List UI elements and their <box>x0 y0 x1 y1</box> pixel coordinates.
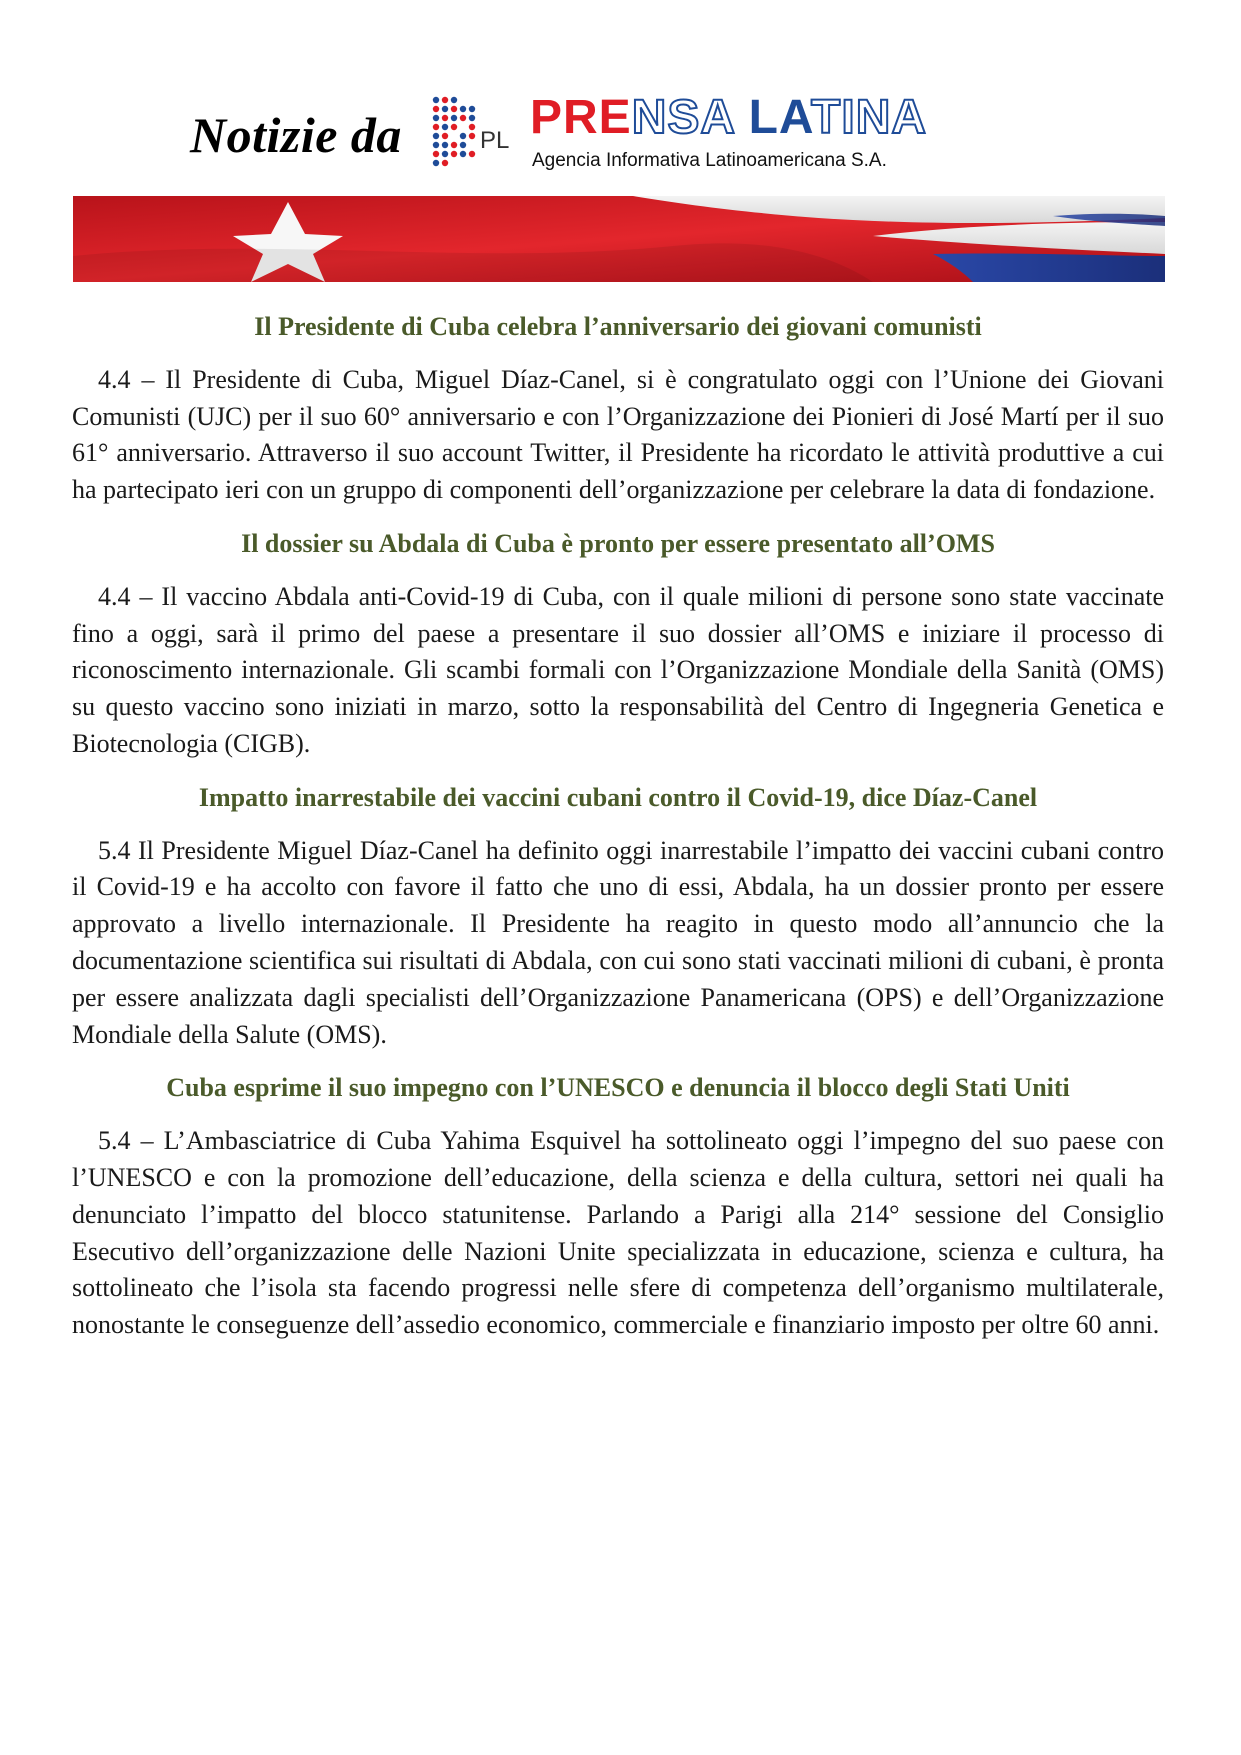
brand-part-3: LA <box>748 91 812 144</box>
prensa-latina-wordmark <box>530 90 927 145</box>
notizie-label: Notizie da <box>190 107 402 163</box>
pl-mark: PL <box>480 127 510 154</box>
article-1-body: 4.4 – Il Presidente di Cuba, Miguel Díaz-Canel, si è congratulato oggi con l’Unione dei Giovani Comunisti (UJC) per il suo 60° anniversario e con l’Organizzazione dei Pionieri di José Martí per il suo 61° anniversario. Attraverso il suo account Twitter, il Presidente ha ricordato le attività produttive a cui ha partecipato ieri con un gruppo di componenti dell’organizzazione per celebrare la data di fondazione. <box>72 364 1164 505</box>
prensa-latina-dots-logo-icon <box>430 94 520 174</box>
article-4-body: 5.4 – L’Ambasciatrice di Cuba Yahima Esquivel ha sottolineato oggi l’impegno del suo paese con l’UNESCO e con la promozione dell’educazione, della scienza e della cultura, settori nei quali ha denunciato l’impatto del blocco statunitense. Parlando a Parigi alla 214° sessione del Consiglio Esecutivo dell’organizzazione delle Nazioni Unite specializzata in educazione, scienza e cultura, ha sottolineato che l’isola sta facendo progressi nelle sfere di competenza dell’organismo multilaterale, nonostante le conseguenze dell’assedio economico, commerciale e finanziario imposto per oltre 60 anni. <box>72 1126 1164 1340</box>
masthead <box>0 88 1241 178</box>
brand-part-4: TINA <box>811 91 928 144</box>
article-3-body: 5.4 Il Presidente Miguel Díaz-Canel ha definito oggi inarrestabile l’impatto dei vaccini cubani contro il Covid-19 e ha accolto con favore il fatto che uno di essi, Abdala, ha un dossier pronto per essere approvato a livello internazionale. Il Presidente ha reagito in questo modo all’annuncio che la documentazione scientifica sui risultati di Abdala, con cui sono stati vaccinati milioni di cubani, è pronta per essere analizzata dagli specialisti dell’Organizzazione Panamericana (OPS) e dell’Organizzazione Mondiale della Salute (OMS). <box>72 835 1164 1049</box>
agency-subtitle: Agencia Informativa Latinoamericana S.A. <box>532 150 887 171</box>
article-4-title: Cuba esprime il suo impegno con l’UNESCO e denuncia il blocco degli Stati Uniti <box>166 1073 1070 1103</box>
article-2-body: 4.4 – Il vaccino Abdala anti-Covid-19 di Cuba, con il quale milioni di persone sono state vaccinate fino a oggi, sarà il primo del paese a presentare il suo dossier all’OMS e iniziare il processo di riconoscimento internazionale. Gli scambi formali con l’Organizzazione Mondiale della Sanità (OMS) su questo vaccino sono iniziati in marzo, sotto la responsabilità del Centro di Ingegneria Genetica e Biotecnologia (CIGB). <box>72 581 1164 758</box>
cuban-flag-banner-image <box>73 196 1165 282</box>
brand-part-2: NSA <box>631 91 749 144</box>
article-3-title: Impatto inarrestabile dei vaccini cubani contro il Covid-19, dice Díaz-Canel <box>198 782 1038 812</box>
brand-part-1: PRE <box>530 91 632 144</box>
article-2-title: Il dossier su Abdala di Cuba è pronto per essere presentato all’OMS <box>241 528 995 558</box>
news-content <box>72 300 1164 1362</box>
article-1-title: Il Presidente di Cuba celebra l’anniversario dei giovani comunisti <box>254 312 982 341</box>
